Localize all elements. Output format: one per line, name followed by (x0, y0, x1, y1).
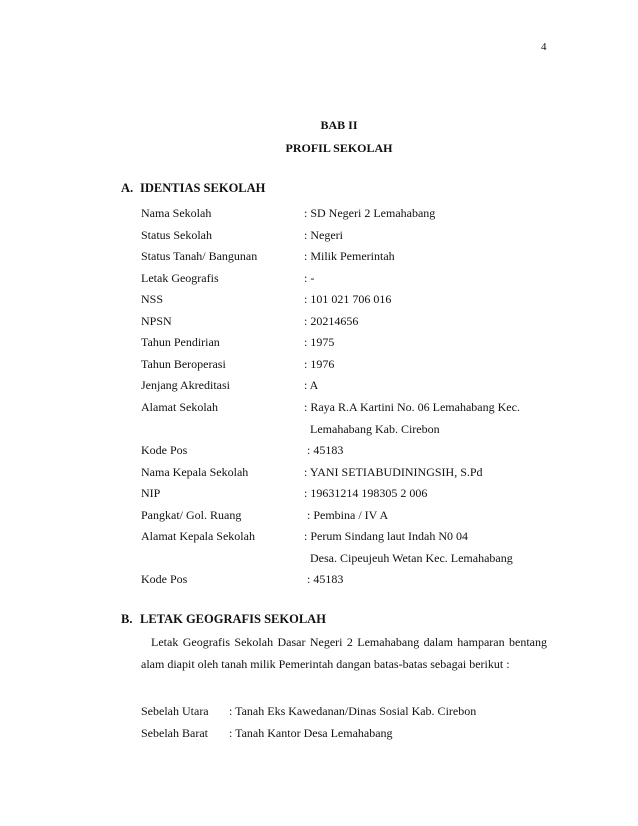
boundary-label: Sebelah Barat (141, 725, 208, 740)
section-a-heading (121, 181, 265, 196)
identity-value: : Milik Pemerintah (304, 249, 395, 264)
identity-label: Nama Kepala Sekolah (141, 464, 249, 479)
identity-value: : - (304, 270, 315, 285)
identity-value: : Perum Sindang laut Indah N0 04 (304, 529, 468, 544)
section-b-paragraph: Letak Geografis Sekolah Dasar Negeri 2 Lemahabang dalam hamparan bentang alam diapit oleh tanah milik Pemerintah dangan batas-batas sebagai berikut : (141, 635, 547, 671)
identity-value: : 20214656 (304, 313, 359, 328)
identity-value: : A (304, 378, 319, 393)
identity-value: : 101 021 706 016 (304, 292, 392, 307)
identity-value: : 45183 (304, 443, 344, 458)
chapter-number: BAB II (320, 118, 358, 132)
identity-value: : Raya R.A Kartini No. 06 Lemahabang Kec. (304, 399, 520, 414)
identity-value: Desa. Cipeujeuh Wetan Kec. Lemahabang (304, 550, 513, 565)
section-b-heading (121, 612, 326, 627)
section-b-title: LETAK GEOGRAFIS SEKOLAH (140, 612, 326, 626)
identity-label: Status Tanah/ Bangunan (141, 249, 258, 264)
identity-value: : 1976 (304, 356, 335, 371)
boundary-value: : Tanah Kantor Desa Lemahabang (229, 725, 393, 740)
identity-label: Alamat Kepala Sekolah (141, 529, 255, 544)
section-b-number: B. (121, 612, 133, 626)
identity-label: NPSN (141, 313, 172, 328)
boundary-label: Sebelah Utara (141, 704, 209, 718)
identity-label: Kode Pos (141, 443, 188, 458)
identity-value: : SD Negeri 2 Lemahabang (304, 206, 436, 220)
section-a-number: A. (121, 181, 134, 195)
chapter-title: PROFIL SEKOLAH (285, 141, 393, 155)
identity-value: : 19631214 198305 2 006 (304, 486, 428, 501)
identity-label: Alamat Sekolah (141, 399, 218, 414)
section-a-title: IDENTIAS SEKOLAH (140, 181, 266, 195)
identity-label: Letak Geografis (141, 270, 219, 285)
identity-value: Lemahabang Kab. Cirebon (304, 421, 440, 436)
identity-label: Tahun Pendirian (141, 335, 220, 350)
identity-value: : Pembina / IV A (304, 507, 389, 522)
identity-value: : 1975 (304, 335, 335, 350)
boundary-value: : Tanah Eks Kawedanan/Dinas Sosial Kab. Cirebon (229, 704, 477, 718)
identity-label: Nama Sekolah (141, 206, 212, 220)
identity-label: NSS (141, 292, 164, 307)
identity-label: Jenjang Akreditasi (141, 378, 230, 393)
identity-value: : Negeri (304, 227, 343, 242)
identity-value: : 45183 (304, 572, 344, 587)
identity-label: Pangkat/ Gol. Ruang (141, 507, 242, 522)
identity-label: Status Sekolah (141, 227, 212, 242)
identity-label: Kode Pos (141, 572, 188, 587)
page-number: 4 (541, 41, 547, 53)
identity-label: Tahun Beroperasi (141, 356, 226, 371)
identity-value: : YANI SETIABUDININGSIH, S.Pd (304, 464, 483, 479)
identity-label: NIP (141, 486, 161, 501)
